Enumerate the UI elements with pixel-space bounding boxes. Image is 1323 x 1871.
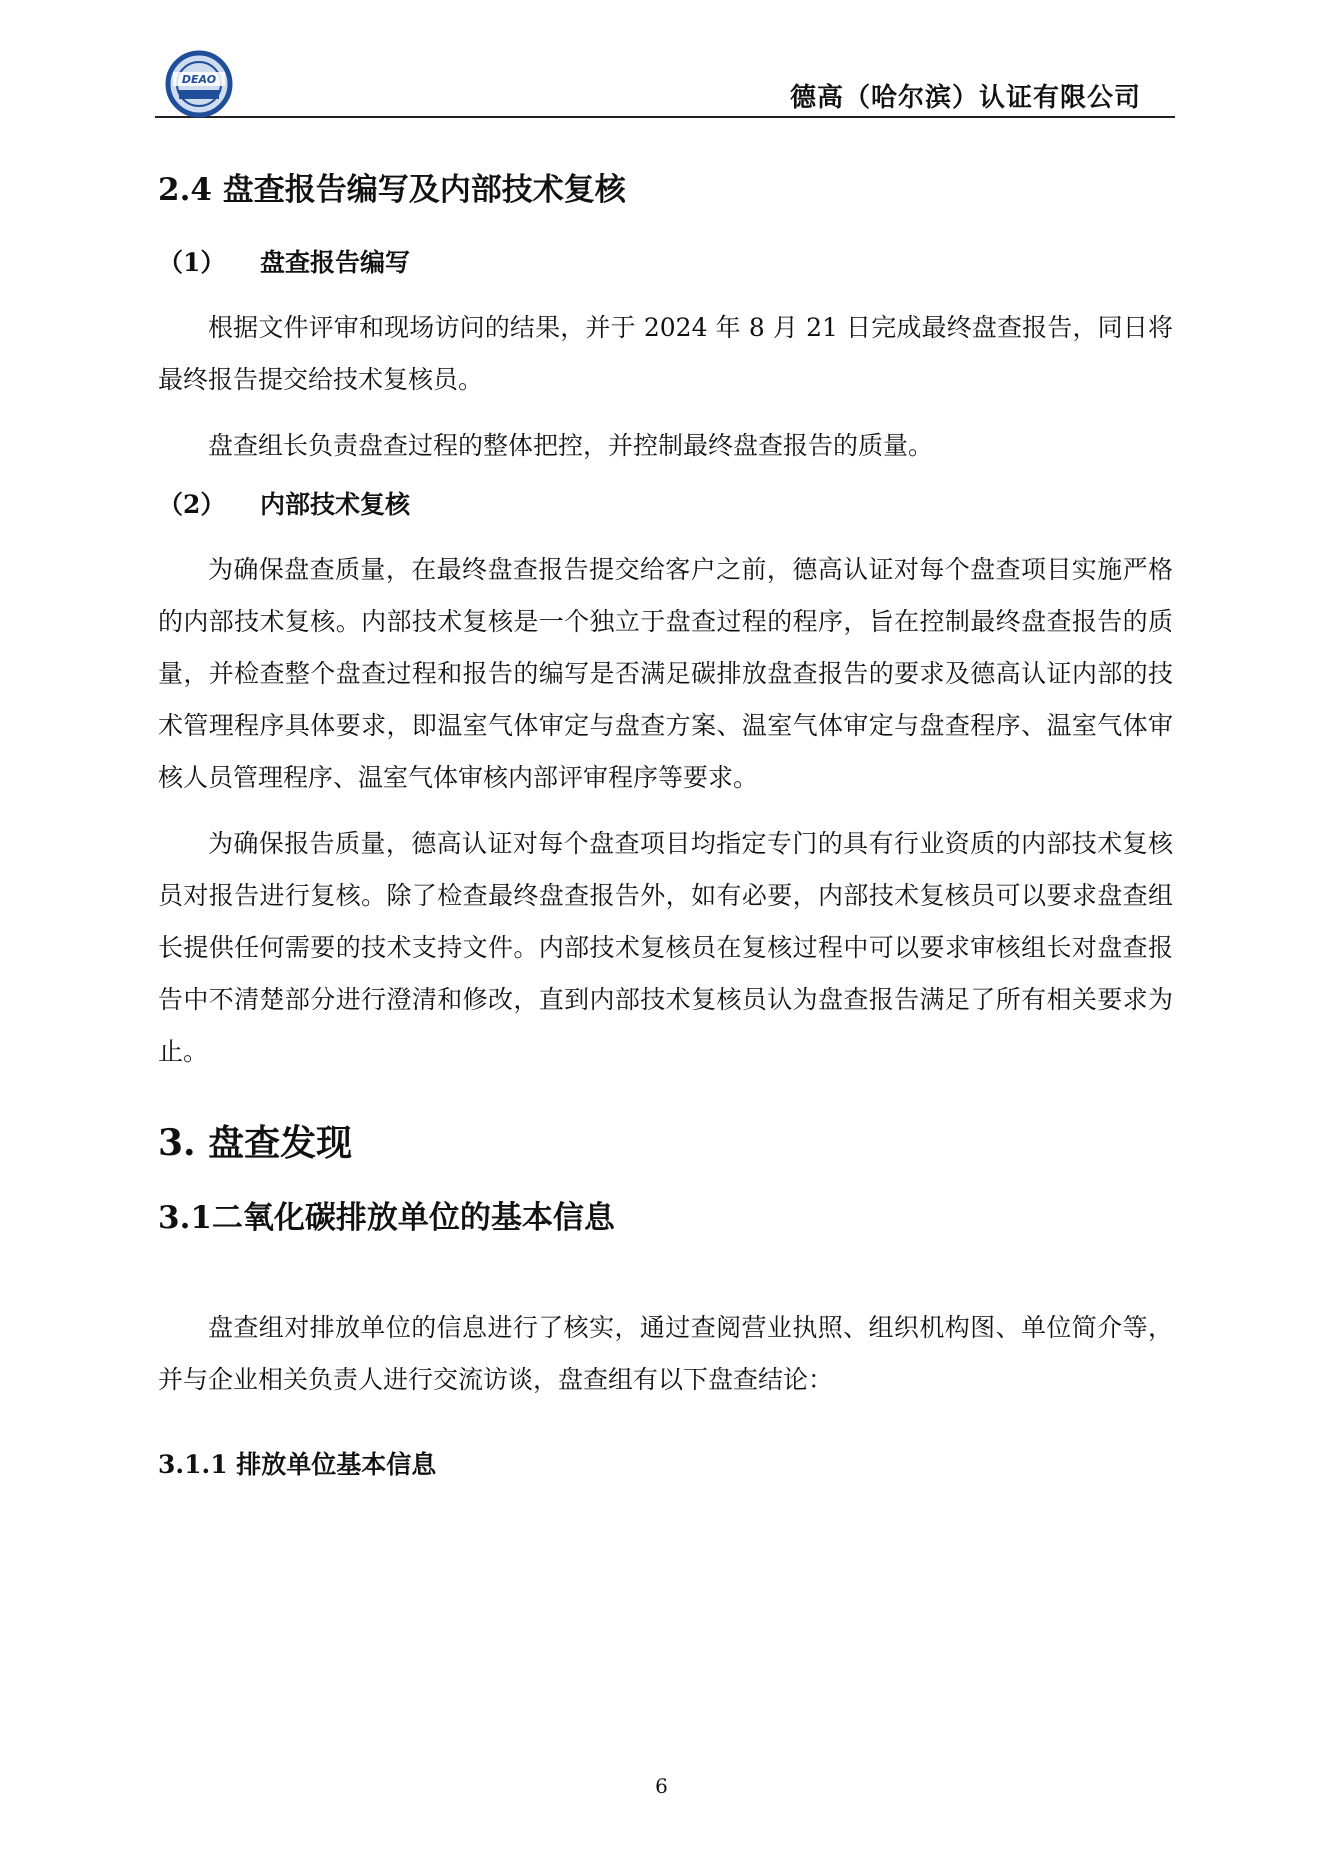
subsection-1-number: （1） (158, 248, 226, 277)
page-content (158, 168, 1173, 1484)
company-logo (165, 50, 233, 118)
paragraph: 为确保盘查质量，在最终盘查报告提交给客户之前，德高认证对每个盘查项目实施严格的内部技术复核。内部技术复核是一个独立于盘查过程的程序，旨在控制最终盘查报告的质量，并检查整个盘查过程和报告的编写是否满足碳排放盘查报告的要求及德高认证内部的技术管理程序具体要求，即温室气体审定与盘查方案、温室气体审定与盘查程序、温室气体审核人员管理程序、温室气体审核内部评审程序等要求。 (158, 555, 1173, 792)
section-3-1-heading: 3.1二氧化碳排放单位的基本信息 (158, 1200, 615, 1236)
paragraph: 为确保报告质量，德高认证对每个盘查项目均指定专门的具有行业资质的内部技术复核员对报告进行复核。除了检查最终盘查报告外，如有必要，内部技术复核员可以要求盘查组长提供任何需要的技术支持文件。内部技术复核员在复核过程中可以要求审核组长对盘查报告中不清楚部分进行澄清和修改，直到内部技术复核员认为盘查报告满足了所有相关要求为止。 (158, 829, 1173, 1066)
subsection-2-number: （2） (158, 490, 226, 519)
subsection-2-heading (158, 486, 1173, 524)
section-2-4-heading: 2.4 盘查报告编写及内部技术复核 (158, 172, 626, 208)
paragraph: 盘查组长负责盘查过程的整体把控，并控制最终盘查报告的质量。 (208, 431, 934, 460)
subsection-1-heading (158, 244, 1173, 282)
subsection-2-title: 内部技术复核 (260, 490, 411, 519)
paragraph: 根据文件评审和现场访问的结果，并于 2024 年 8 月 21 日完成最终盘查报告，同日将最终报告提交给技术复核员。 (158, 313, 1173, 394)
page-number: 6 (655, 1774, 668, 1798)
subsection-1-title: 盘查报告编写 (260, 248, 411, 277)
section-3-1-1-heading: 3.1.1 排放单位基本信息 (158, 1450, 437, 1479)
paragraph: 盘查组对排放单位的信息进行了核实，通过查阅营业执照、组织机构图、单位简介等，并与企业相关负责人进行交流访谈，盘查组有以下盘查结论： (158, 1313, 1173, 1394)
logo-text: DEAO (181, 73, 217, 86)
section-3-heading: 3. 盘查发现 (158, 1122, 353, 1164)
page-header (155, 42, 1175, 118)
company-name: 德高（哈尔滨）认证有限公司 (789, 83, 1141, 113)
